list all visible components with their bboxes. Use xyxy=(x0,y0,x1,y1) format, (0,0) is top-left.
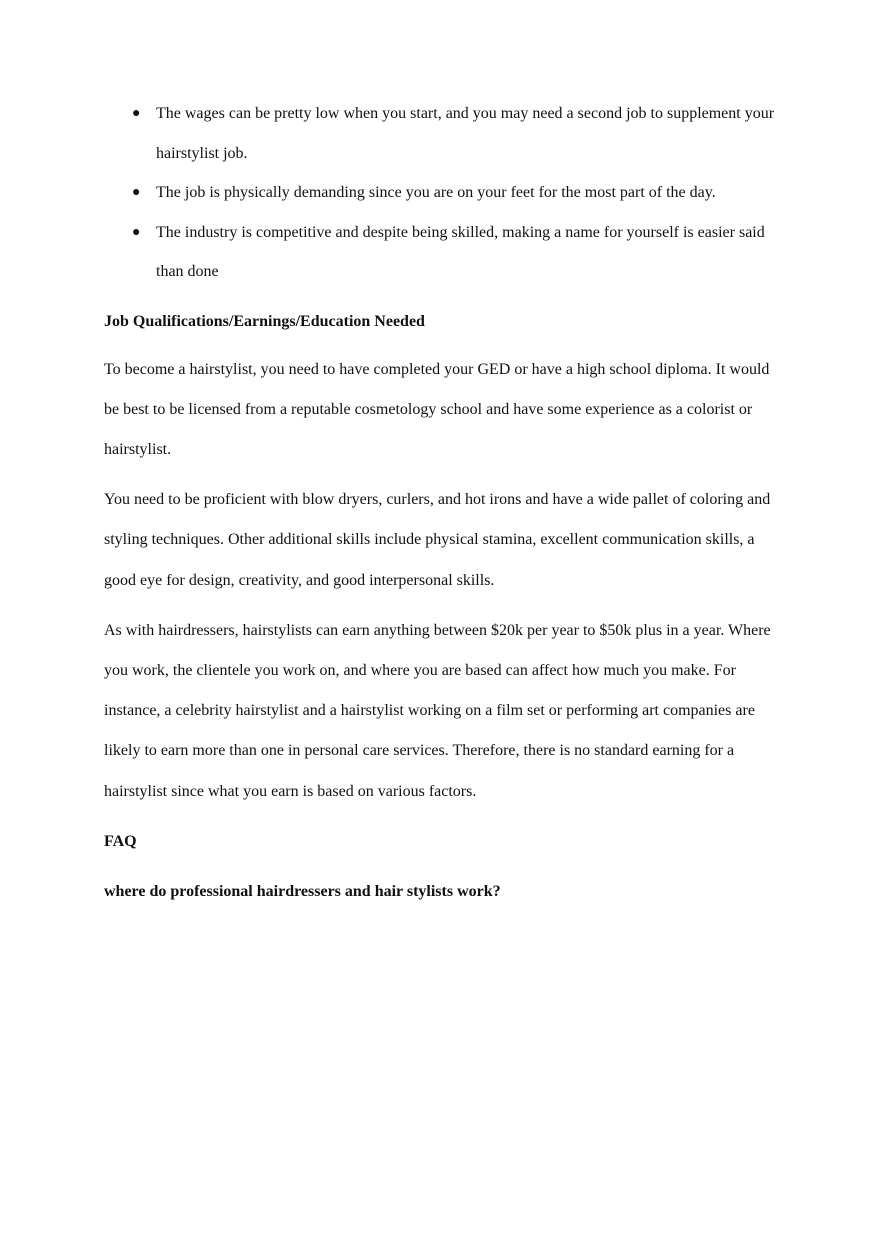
paragraph-education: To become a hairstylist, you need to have completed your GED or have a high school diploma. It would be best to be licensed from a reputable cosmetology school and have some experience as a colorist or hairstylist. xyxy=(104,360,770,458)
faq-heading: FAQ xyxy=(104,832,137,850)
paragraph-skills: You need to be proficient with blow dryers, curlers, and hot irons and have a wide pallet of coloring and styling techniques. Other additional skills include physical stamina, excellent communication skills, a good eye for design, creativity, and good interpersonal skills. xyxy=(104,491,771,589)
list-item xyxy=(104,213,784,292)
list-item xyxy=(104,173,784,213)
list-item-text: The industry is competitive and despite being skilled, making a name for yourself is easier said than done xyxy=(156,223,765,280)
bullet-icon: ● xyxy=(132,224,141,240)
faq-question: where do professional hairdressers and hair stylists work? xyxy=(104,882,501,900)
bullet-icon: ● xyxy=(132,185,141,200)
list-item-text: The job is physically demanding since you are on your feet for the most part of the day. xyxy=(156,184,716,201)
section-heading: Job Qualifications/Earnings/Education Needed xyxy=(104,312,425,330)
drawbacks-list xyxy=(104,94,784,292)
paragraph-earnings: As with hairdressers, hairstylists can earn anything between $20k per year to $50k plus in a year. Where you work, the clientele you work on, and where you are based can affect how much you make. For instance, a celebrity hairstylist and a hairstylist working on a film set or performing art companies are likely to earn more than one in personal care services. Therefore, there is no standard earning for a hairstylist since what you earn is based on various factors. xyxy=(104,621,771,800)
bullet-icon: ● xyxy=(132,106,141,121)
list-item-text: The wages can be pretty low when you start, and you may need a second job to supplement your hairstylist job. xyxy=(156,105,775,162)
list-item xyxy=(104,94,784,173)
document-page xyxy=(104,94,784,912)
